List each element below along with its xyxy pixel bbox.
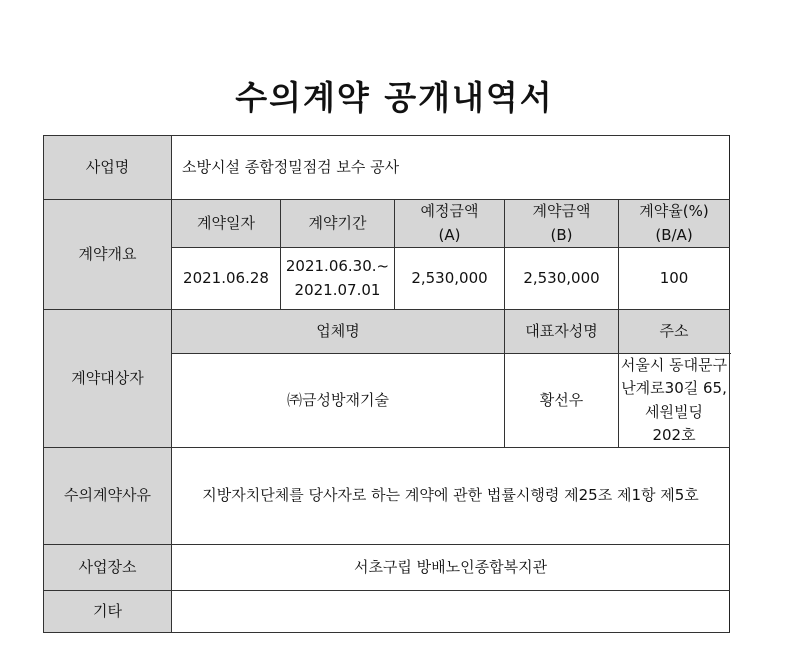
contract-period-value bbox=[281, 248, 395, 310]
contract-amount-header-sub: (B) bbox=[550, 225, 573, 244]
estimated-amount-header-main: 예정금액 bbox=[420, 202, 479, 221]
contractor-label: 계약대상자 bbox=[44, 310, 172, 448]
contract-amount-header bbox=[505, 200, 619, 248]
contract-rate-header bbox=[619, 200, 730, 248]
location-row bbox=[44, 545, 730, 591]
other-value bbox=[172, 591, 730, 633]
location-label: 사업장소 bbox=[44, 545, 172, 591]
estimated-amount-header-sub: (A) bbox=[438, 225, 461, 244]
contract-amount-value: 2,530,000 bbox=[505, 248, 619, 310]
location-value: 서초구립 방배노인종합복지관 bbox=[172, 545, 730, 591]
representative-header: 대표자성명 bbox=[505, 310, 619, 354]
other-row bbox=[44, 591, 730, 633]
estimated-amount-value: 2,530,000 bbox=[395, 248, 505, 310]
estimated-amount-header bbox=[395, 200, 505, 248]
contract-date-value: 2021.06.28 bbox=[172, 248, 281, 310]
project-name-value: 소방시설 종합정밀점검 보수 공사 bbox=[172, 136, 730, 200]
contract-date-header: 계약일자 bbox=[172, 200, 281, 248]
reason-label: 수의계약사유 bbox=[44, 448, 172, 545]
reason-value: 지방자치단체를 당사자로 하는 계약에 관한 법률시행령 제25조 제1항 제5호 bbox=[172, 448, 730, 545]
project-name-label: 사업명 bbox=[44, 136, 172, 200]
contract-disclosure-table bbox=[43, 135, 730, 633]
contract-period-start: 2021.06.30.~ bbox=[285, 257, 390, 276]
contract-rate-header-main: 계약율(%) bbox=[639, 202, 709, 221]
address-header: 주소 bbox=[619, 310, 730, 354]
contract-rate-header-sub: (B/A) bbox=[655, 225, 693, 244]
overview-header-row bbox=[44, 200, 730, 248]
company-value: ㈜금성방재기술 bbox=[172, 354, 505, 448]
address-line-1: 서울시 동대문구 bbox=[620, 356, 728, 374]
contractor-header-row bbox=[44, 310, 730, 354]
reason-row bbox=[44, 448, 730, 545]
address-line-2: 난계로30길 65, 세원빌딩 bbox=[621, 379, 727, 421]
project-name-row bbox=[44, 136, 730, 200]
contract-amount-header-main: 계약금액 bbox=[532, 202, 591, 221]
contract-period-header: 계약기간 bbox=[281, 200, 395, 248]
representative-value: 황선우 bbox=[505, 354, 619, 448]
contract-period-end: 2021.07.01 bbox=[294, 280, 381, 299]
contract-rate-value: 100 bbox=[619, 248, 730, 310]
document-title: 수의계약 공개내역서 bbox=[235, 78, 554, 117]
other-label: 기타 bbox=[44, 591, 172, 633]
address-line-3: 202호 bbox=[652, 425, 696, 444]
overview-label: 계약개요 bbox=[44, 200, 172, 310]
company-header: 업체명 bbox=[172, 310, 505, 354]
address-value bbox=[619, 354, 730, 448]
